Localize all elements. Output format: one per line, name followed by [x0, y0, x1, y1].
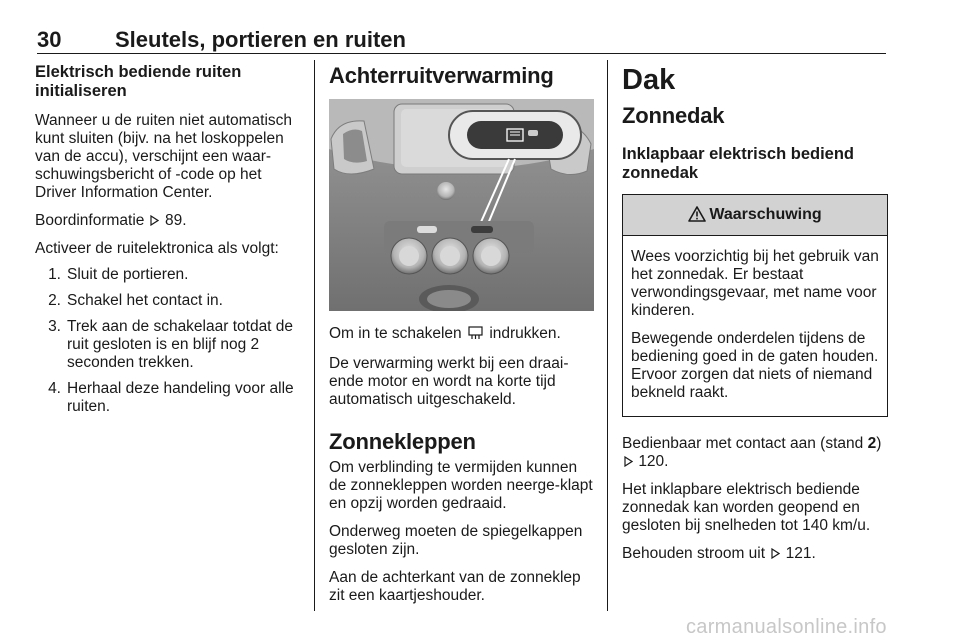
sun-visors-paragraph-1: Om verblinding te vermijden kunnen de zonnekleppen worden neerge-klapt en opzij worden gedraaid.: [329, 459, 593, 512]
info-reference-label: Boordinformatie: [35, 212, 145, 229]
subsection-heading-folding-sunroof: Inklapbaar elektrisch bediend zonnedak: [622, 145, 854, 182]
column-rear-window-heating: [329, 63, 594, 615]
section-heading-sunroof: Zonnedak: [622, 103, 725, 128]
watermark: carmanualsonline.info: [686, 616, 887, 638]
list-item: 2. Schakel het contact in.: [48, 292, 223, 309]
dashboard-photo: [329, 99, 594, 311]
page-reference-icon: [149, 212, 161, 230]
info-reference: [35, 212, 301, 230]
list-item: 3. Trek aan de schakelaar totdat de ruit gesloten is en blijf nog 2 seconden trekken.: [48, 318, 294, 371]
section-heading-window-init: Elektrisch bediende ruiten initialiseren: [35, 63, 242, 100]
heating-description: De verwarming werkt bij een draai-ende motor en wordt na korte tijd automatisch uitgeschakeld.: [329, 355, 569, 408]
warning-paragraph-1: Wees voorzichtig bij het gebruik van het zonnedak. Er bestaat verwondingsgevaar, met name voor kinderen.: [631, 248, 879, 319]
column-divider-right: [607, 60, 608, 611]
warning-header: [623, 195, 887, 236]
info-reference-page: 89.: [165, 212, 187, 229]
sun-visors-paragraph-3: Aan de achterkant van de zonneklep zit een kaartjeshouder.: [329, 569, 581, 604]
column-roof: [622, 63, 888, 573]
activate-instruction: Activeer de ruitelektronica als volgt:: [35, 240, 279, 257]
steps-list: [35, 266, 301, 416]
switch-on-instruction: [329, 325, 594, 345]
page-reference-icon: [769, 545, 781, 563]
column-window-initialisation: [35, 63, 301, 426]
column-divider-left: [314, 60, 315, 611]
retained-power-reference: [622, 545, 888, 563]
section-heading-rear-heating: Achterruitverwarming: [329, 63, 554, 88]
switch-on-suffix: indrukken.: [489, 325, 561, 342]
ignition-suffix: ): [876, 435, 882, 452]
switch-on-prefix: Om in te schakelen: [329, 325, 462, 342]
list-item: 1. Sluit de portieren.: [48, 266, 189, 283]
warning-box: [622, 194, 888, 417]
warning-body: [623, 236, 887, 416]
intro-paragraph: Wanneer u de ruiten niet automatisch kunt sluiten (bijv. na het loskoppelen van de accu), verschijnt een waar-schuwingsbericht of -code op het Driver Information Center.: [35, 112, 293, 201]
ignition-prefix: Bedienbaar met contact aan (stand: [622, 435, 864, 452]
ignition-reference: [622, 435, 888, 471]
warning-paragraph-2: Bewegende onderdelen tijdens de bediening goed in de gaten houden. Ervoor zorgen dat niets of niemand bekneld raakt.: [631, 330, 879, 401]
section-heading-sun-visors: Zonnekleppen: [329, 429, 476, 454]
retained-power-page: 121.: [785, 545, 816, 562]
page-title: Sleutels, portieren en ruiten: [115, 27, 406, 52]
ignition-page: 120.: [638, 453, 669, 470]
retained-power-label: Behouden stroom uit: [622, 545, 766, 562]
page-number: 30: [37, 27, 62, 52]
list-item: 4. Herhaal deze handeling voor alle ruiten.: [48, 380, 294, 415]
ignition-position: 2: [867, 435, 877, 452]
rear-window-heating-icon: [468, 326, 483, 345]
page-header: [37, 27, 886, 54]
sunroof-speed-paragraph: Het inklapbare elektrisch bediende zonnedak kan worden geopend en gesloten bij snelheden tot 140 km/u.: [622, 481, 871, 534]
warning-title: Waarschuwing: [709, 206, 822, 223]
page-reference-icon: [622, 453, 634, 471]
chapter-heading-roof: Dak: [622, 64, 676, 96]
sun-visors-paragraph-2: Onderweg moeten de spiegelkappen gesloten zijn.: [329, 523, 583, 558]
warning-triangle-icon: [688, 206, 706, 222]
